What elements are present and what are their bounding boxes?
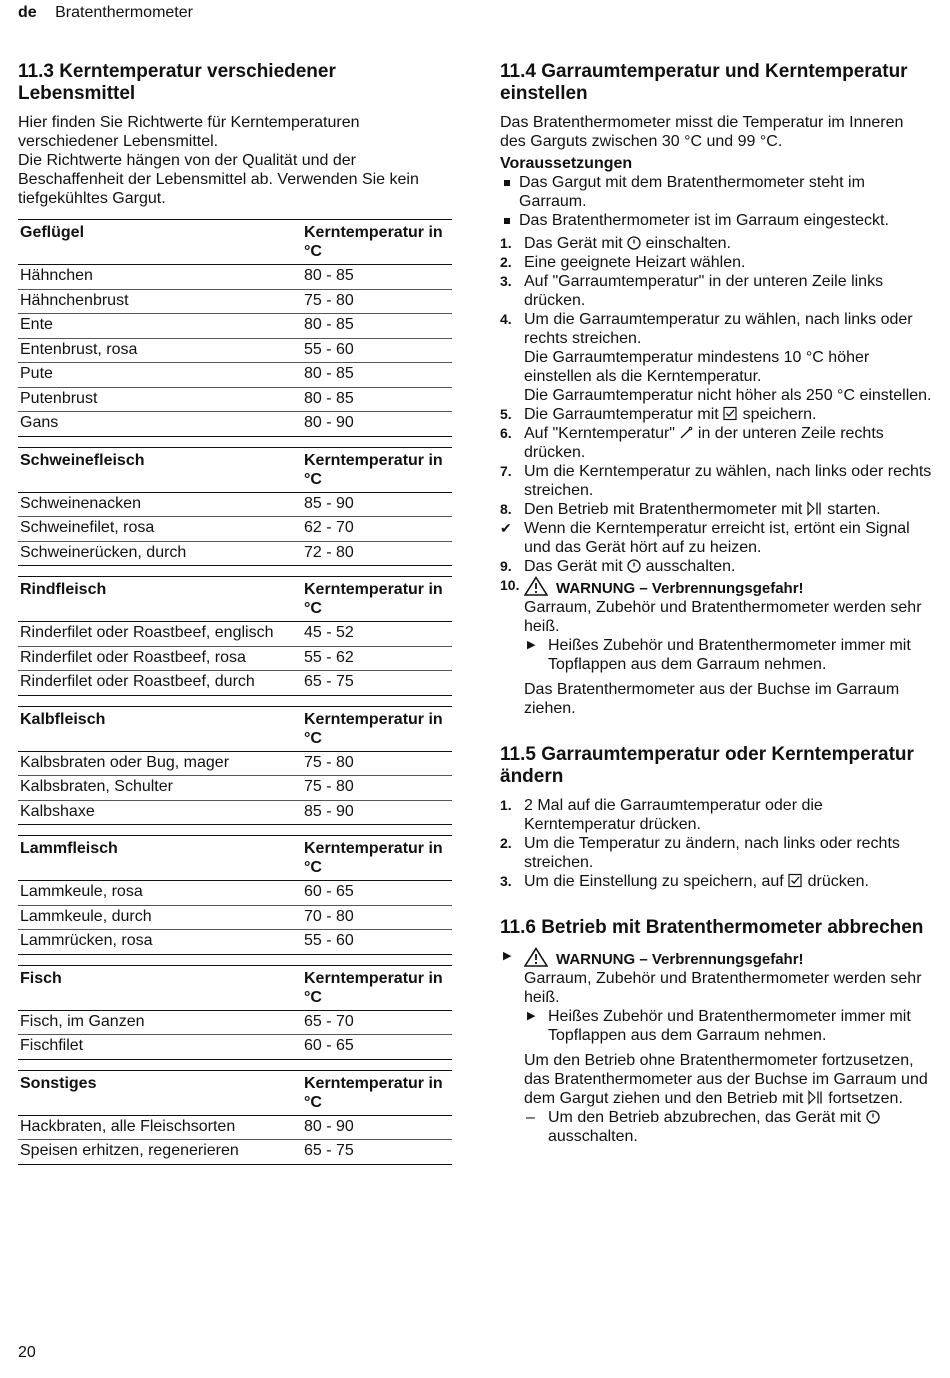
table-header-row [18,577,452,622]
step-1: 1. Das Gerät mit einschalten. [500,235,731,252]
temperature-column-header: Kerntemperatur in °C [302,220,452,265]
table-row [18,751,452,776]
table-row [18,492,452,517]
temperature-column-header: Kerntemperatur in °C [302,1070,452,1115]
step-10: 10. WARNUNG – Verbrennungsgefahr! Garraum, Zubehör und Bratenthermometer werden sehr heiß. ▶ Heißes Zubehör und Bratenthermometer immer mit Topflappen aus dem Garraum nehmen. Das Bratenthermometer aus der Buchse im Garraum ziehen. [500,576,932,718]
table-row [18,1035,452,1060]
temperature-cell: 75 - 80 [302,751,452,776]
temperature-cell: 75 - 80 [302,289,452,314]
warning-title: WARNUNG – Verbrennungsgefahr! [524,576,932,598]
category-header: Sonstiges [18,1070,302,1115]
warning-text: Garraum, Zubehör und Bratenthermometer werden sehr heiß. [524,599,922,635]
food-cell: Schweinerücken, durch [18,541,302,566]
checkbox-icon [788,873,803,888]
power-icon [627,236,641,250]
power-icon [866,1110,880,1124]
step-3: 3. Auf "Garraumtemperatur" in der unteren Zeile links drücken. [500,273,884,309]
food-cell: Rinderfilet oder Roastbeef, englisch [18,622,302,647]
right-column [500,61,932,1146]
table-header-row [18,1070,452,1115]
warning-text: Garraum, Zubehör und Bratenthermometer werden sehr heiß. [524,970,922,1006]
prerequisites-list [500,173,932,230]
temperature-cell: 62 - 70 [302,517,452,542]
temperature-cell: 65 - 70 [302,1010,452,1035]
section-heading-11-4: 11.4 Garraumtemperatur und Kerntemperatur einstellen [500,61,908,104]
temperature-cell: 65 - 75 [302,1140,452,1165]
cancel-option: – Um den Betrieb abzubrechen, das Gerät mit ausschalten. [524,1108,932,1146]
temperature-cell: 55 - 60 [302,930,452,955]
language-code: de [18,4,37,21]
warning-action: ▶ Heißes Zubehör und Bratenthermometer immer mit Topflappen aus dem Garraum nehmen. [527,637,911,673]
table-row [18,363,452,388]
temperature-cell: 72 - 80 [302,541,452,566]
food-cell: Lammrücken, rosa [18,930,302,955]
food-cell: Rinderfilet oder Roastbeef, durch [18,671,302,696]
food-cell: Kalbsbraten, Schulter [18,776,302,801]
start-pause-icon [808,1090,824,1105]
temperature-cell: 80 - 85 [302,363,452,388]
left-column [18,61,452,1165]
food-cell: Speisen erhitzen, regenerieren [18,1140,302,1165]
temperature-column-header: Kerntemperatur in °C [302,965,452,1010]
arrow-icon: ▶ [527,639,536,651]
food-cell: Schweinefilet, rosa [18,517,302,542]
step-7: 7. Um die Kerntemperatur zu wählen, nach links oder rechts streichen. [500,463,932,499]
table-row [18,800,452,825]
food-cell: Fisch, im Ganzen [18,1010,302,1035]
table-row [18,776,452,801]
table-row [18,314,452,339]
header-title: Bratenthermometer [55,4,193,21]
temperature-column-header: Kerntemperatur in °C [302,706,452,751]
table-row [18,1115,452,1140]
food-cell: Entenbrust, rosa [18,338,302,363]
category-header: Kalbfleisch [18,706,302,751]
temperature-table [18,576,452,696]
table-row [18,646,452,671]
warning-action: ▶ Heißes Zubehör und Bratenthermometer immer mit Topflappen aus dem Garraum nehmen. [527,1008,911,1044]
list-item: Das Bratenthermometer ist im Garraum eingesteckt. [500,211,932,230]
food-cell: Schweinenacken [18,492,302,517]
page-number: 20 [18,1344,36,1361]
food-cell: Lammkeule, durch [18,905,302,930]
temperature-cell: 60 - 65 [302,1035,452,1060]
table-row [18,541,452,566]
steps-list-11-4-cont [500,557,932,718]
temperature-cell: 80 - 85 [302,387,452,412]
table-header-row [18,447,452,492]
table-row [18,1140,452,1165]
intro-text-1: Hier finden Sie Richtwerte für Kerntemperaturen verschiedener Lebensmittel. [18,114,360,150]
food-cell: Fischfilet [18,1035,302,1060]
intro-text-2: Die Richtwerte hängen von der Qualität und der Beschaffenheit der Lebensmittel ab. Verwenden Sie kein tiefgekühltes Gargut. [18,152,419,207]
temperature-table [18,219,452,437]
food-cell: Ente [18,314,302,339]
temperature-cell: 55 - 60 [302,338,452,363]
step-8: 8. Den Betrieb mit Bratenthermometer mit starten. [500,501,881,518]
food-cell: Pute [18,363,302,388]
temperature-table [18,835,452,955]
thermometer-probe-icon [679,426,693,440]
prerequisites-title: Voraussetzungen [500,155,633,172]
food-cell: Hackbraten, alle Fleischsorten [18,1115,302,1140]
table-row [18,881,452,906]
step-1: 1. 2 Mal auf die Garraumtemperatur oder die Kerntemperatur drücken. [500,797,823,833]
section-heading-11-5: 11.5 Garraumtemperatur oder Kerntemperatur ändern [500,744,914,787]
temperature-cell: 75 - 80 [302,776,452,801]
table-row [18,671,452,696]
warning-triangle-icon [524,947,548,967]
step-4: 4. Um die Garraumtemperatur zu wählen, nach links oder rechts streichen. Die Garraumtemperatur mindestens 10 °C höher einstellen als die Kerntemperatur. Die Garraumtemperatur nicht höher als 250 °C einstellen. [500,311,932,404]
continue-text: Um den Betrieb ohne Bratenthermometer fortzusetzen, das Bratenthermometer aus der Buchse im Garraum und dem Gargut ziehen und den Betrieb mit fortsetzen. [524,1052,928,1107]
category-header: Geflügel [18,220,302,265]
table-row [18,265,452,290]
food-cell: Putenbrust [18,387,302,412]
table-row [18,387,452,412]
power-icon [627,559,641,573]
temperature-table [18,965,452,1060]
temperature-cell: 85 - 90 [302,492,452,517]
table-header-row [18,836,452,881]
temperature-cell: 80 - 90 [302,412,452,437]
table-row [18,289,452,314]
start-pause-icon [807,501,823,516]
category-header: Schweinefleisch [18,447,302,492]
step-9: 9. Das Gerät mit ausschalten. [500,558,736,575]
temperature-column-header: Kerntemperatur in °C [302,447,452,492]
step-6: 6. Auf "Kerntemperatur" in der unteren Zeile rechts drücken. [500,425,884,461]
temperature-cell: 55 - 62 [302,646,452,671]
result-note: ✔ Wenn die Kerntemperatur erreicht ist, ertönt ein Signal und das Gerät hört auf zu heizen. [500,520,910,556]
step-3: 3. Um die Einstellung zu speichern, auf drücken. [500,873,869,890]
steps-list-11-5 [500,796,932,891]
step-10-text: Das Bratenthermometer aus der Buchse im Garraum ziehen. [524,681,900,717]
temperature-cell: 60 - 65 [302,881,452,906]
table-header-row [18,706,452,751]
category-header: Fisch [18,965,302,1010]
section-heading-11-3: 11.3 Kerntemperatur verschiedener Lebensmittel [18,61,336,104]
core-temperature-tables [18,219,452,1165]
step-5: 5. Die Garraumtemperatur mit speichern. [500,406,817,423]
checkmark-icon: ✔ [500,520,512,536]
table-row [18,622,452,647]
food-cell: Gans [18,412,302,437]
steps-list-11-4 [500,234,932,519]
arrow-icon: ▶ [503,950,512,962]
cancel-instruction [500,947,932,1146]
temperature-table [18,706,452,826]
list-item: Das Gargut mit dem Bratenthermometer steht im Garraum. [500,173,932,211]
temperature-cell: 45 - 52 [302,622,452,647]
category-header: Lammfleisch [18,836,302,881]
table-row [18,412,452,437]
food-cell: Kalbshaxe [18,800,302,825]
table-row [18,905,452,930]
step-2: 2. Eine geeignete Heizart wählen. [500,254,746,271]
page-header [18,3,193,22]
table-header-row [18,220,452,265]
warning-title: WARNUNG – Verbrennungsgefahr! [524,947,932,969]
temperature-table [18,447,452,567]
temperature-cell: 80 - 85 [302,314,452,339]
warning-triangle-icon [524,576,548,596]
table-header-row [18,965,452,1010]
section-intro: Das Bratenthermometer misst die Temperatur im Inneren des Garguts zwischen 30 °C und 99 °C. [500,114,904,150]
temperature-column-header: Kerntemperatur in °C [302,577,452,622]
table-row [18,517,452,542]
food-cell: Lammkeule, rosa [18,881,302,906]
temperature-column-header: Kerntemperatur in °C [302,836,452,881]
arrow-icon: ▶ [527,1010,536,1022]
food-cell: Hähnchenbrust [18,289,302,314]
checkbox-icon [723,406,738,421]
temperature-cell: 85 - 90 [302,800,452,825]
category-header: Rindfleisch [18,577,302,622]
food-cell: Rinderfilet oder Roastbeef, rosa [18,646,302,671]
table-row [18,930,452,955]
table-row [18,1010,452,1035]
step-2: 2. Um die Temperatur zu ändern, nach links oder rechts streichen. [500,835,900,871]
section-heading-11-6: 11.6 Betrieb mit Bratenthermometer abbrechen [500,917,924,938]
temperature-table [18,1070,452,1165]
food-cell: Kalbsbraten oder Bug, mager [18,751,302,776]
temperature-cell: 80 - 85 [302,265,452,290]
temperature-cell: 70 - 80 [302,905,452,930]
food-cell: Hähnchen [18,265,302,290]
table-row [18,338,452,363]
temperature-cell: 65 - 75 [302,671,452,696]
temperature-cell: 80 - 90 [302,1115,452,1140]
